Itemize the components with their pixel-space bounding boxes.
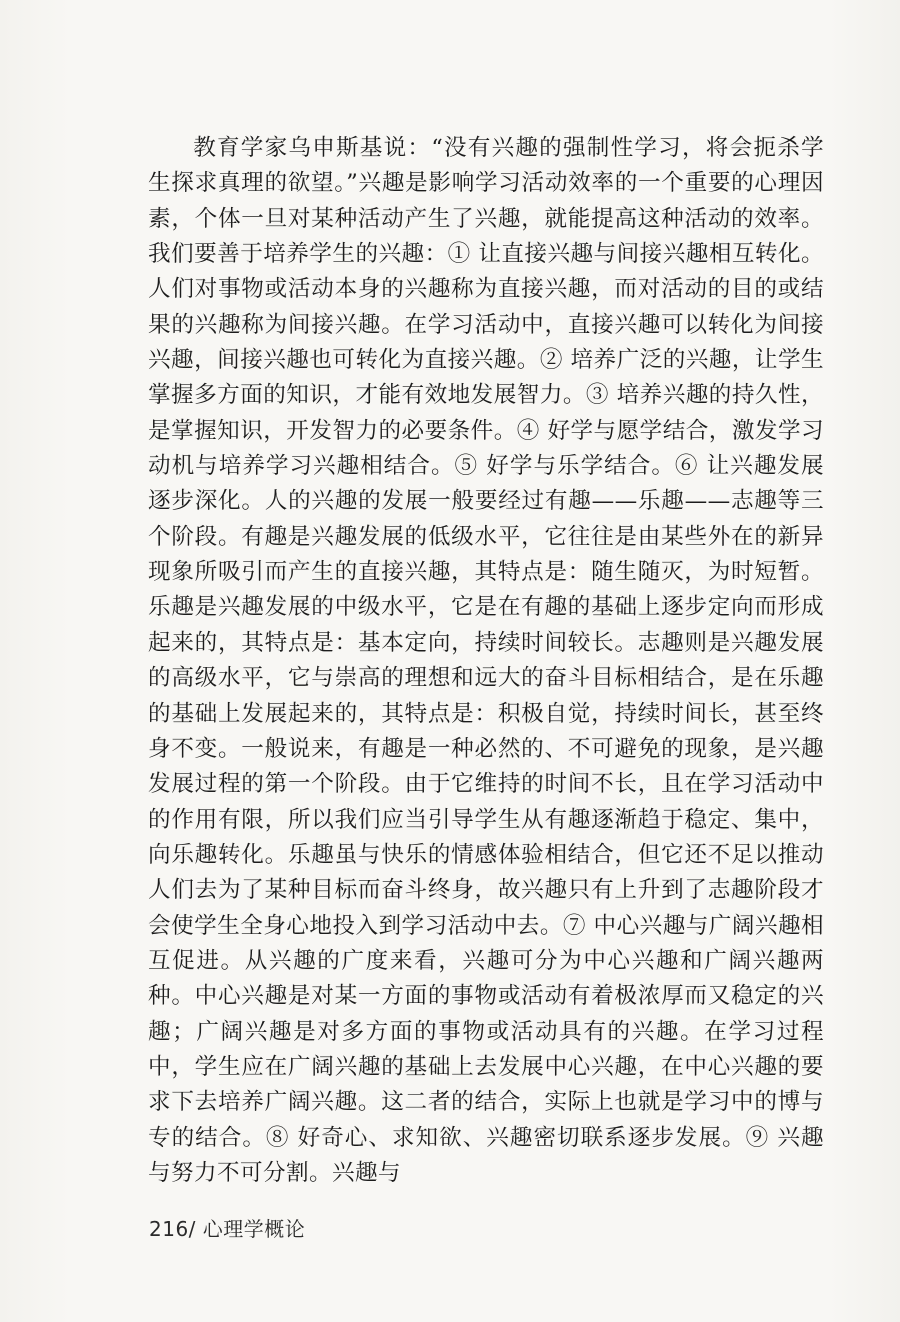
page-footer: 216/ 心理学概论 bbox=[149, 1217, 306, 1241]
body-paragraph: 教育学家乌申斯基说：“没有兴趣的强制性学习，将会扼杀学生探求真理的欲望。”兴趣是影响学习活动效率的一个重要的心理因素，个体一旦对某种活动产生了兴趣，就能提高这种活动的效率。我们要善于培养学生的兴趣：① 让直接兴趣与间接兴趣相互转化。人们对事物或活动本身的兴趣称为直接兴趣，而对活动的目的或结果的兴趣称为间接兴趣。在学习活动中，直接兴趣可以转化为间接兴趣，间接兴趣也可转化为直接兴趣。② 培养广泛的兴趣，让学生掌握多方面的知识，才能有效地发展智力。③ 培养兴趣的持久性，是掌握知识，开发智力的必要条件。④ 好学与愿学结合，激发学习动机与培养学习兴趣相结合。⑤ 好学与乐学结合。⑥ 让兴趣发展逐步深化。人的兴趣的发展一般要经过有趣——乐趣——志趣等三个阶段。有趣是兴趣发展的低级水平，它往往是由某些外在的新异现象所吸引而产生的直接兴趣，其特点是：随生随灭，为时短暂。乐趣是兴趣发展的中级水平，它是在有趣的基础上逐步定向而形成起来的，其特点是：基本定向，持续时间较长。志趣则是兴趣发展的高级水平，它与崇高的理想和远大的奋斗目标相结合，是在乐趣的基础上发展起来的，其特点是：积极自觉，持续时间长，甚至终身不变。一般说来，有趣是一种必然的、不可避免的现象，是兴趣发展过程的第一个阶段。由于它维持的时间不长，且在学习活动中的作用有限，所以我们应当引导学生从有趣逐渐趋于稳定、集中，向乐趣转化。乐趣虽与快乐的情感体验相结合，但它还不足以推动人们去为了某种目标而奋斗终身，故兴趣只有上升到了志趣阶段才会使学生全身心地投入到学习活动中去。⑦ 中心兴趣与广阔兴趣相互促进。从兴趣的广度来看，兴趣可分为中心兴趣和广阔兴趣两种。中心兴趣是对某一方面的事物或活动有着极浓厚而又稳定的兴趣；广阔兴趣是对多方面的事物或活动具有的兴趣。在学习过程中，学生应在广阔兴趣的基础上去发展中心兴趣，在中心兴趣的要求下去培养广阔兴趣。这二者的结合，实际上也就是学习中的博与专的结合。⑧ 好奇心、求知欲、兴趣密切联系逐步发展。⑨ 兴趣与努力不可分割。兴趣与 bbox=[148, 135, 824, 1186]
